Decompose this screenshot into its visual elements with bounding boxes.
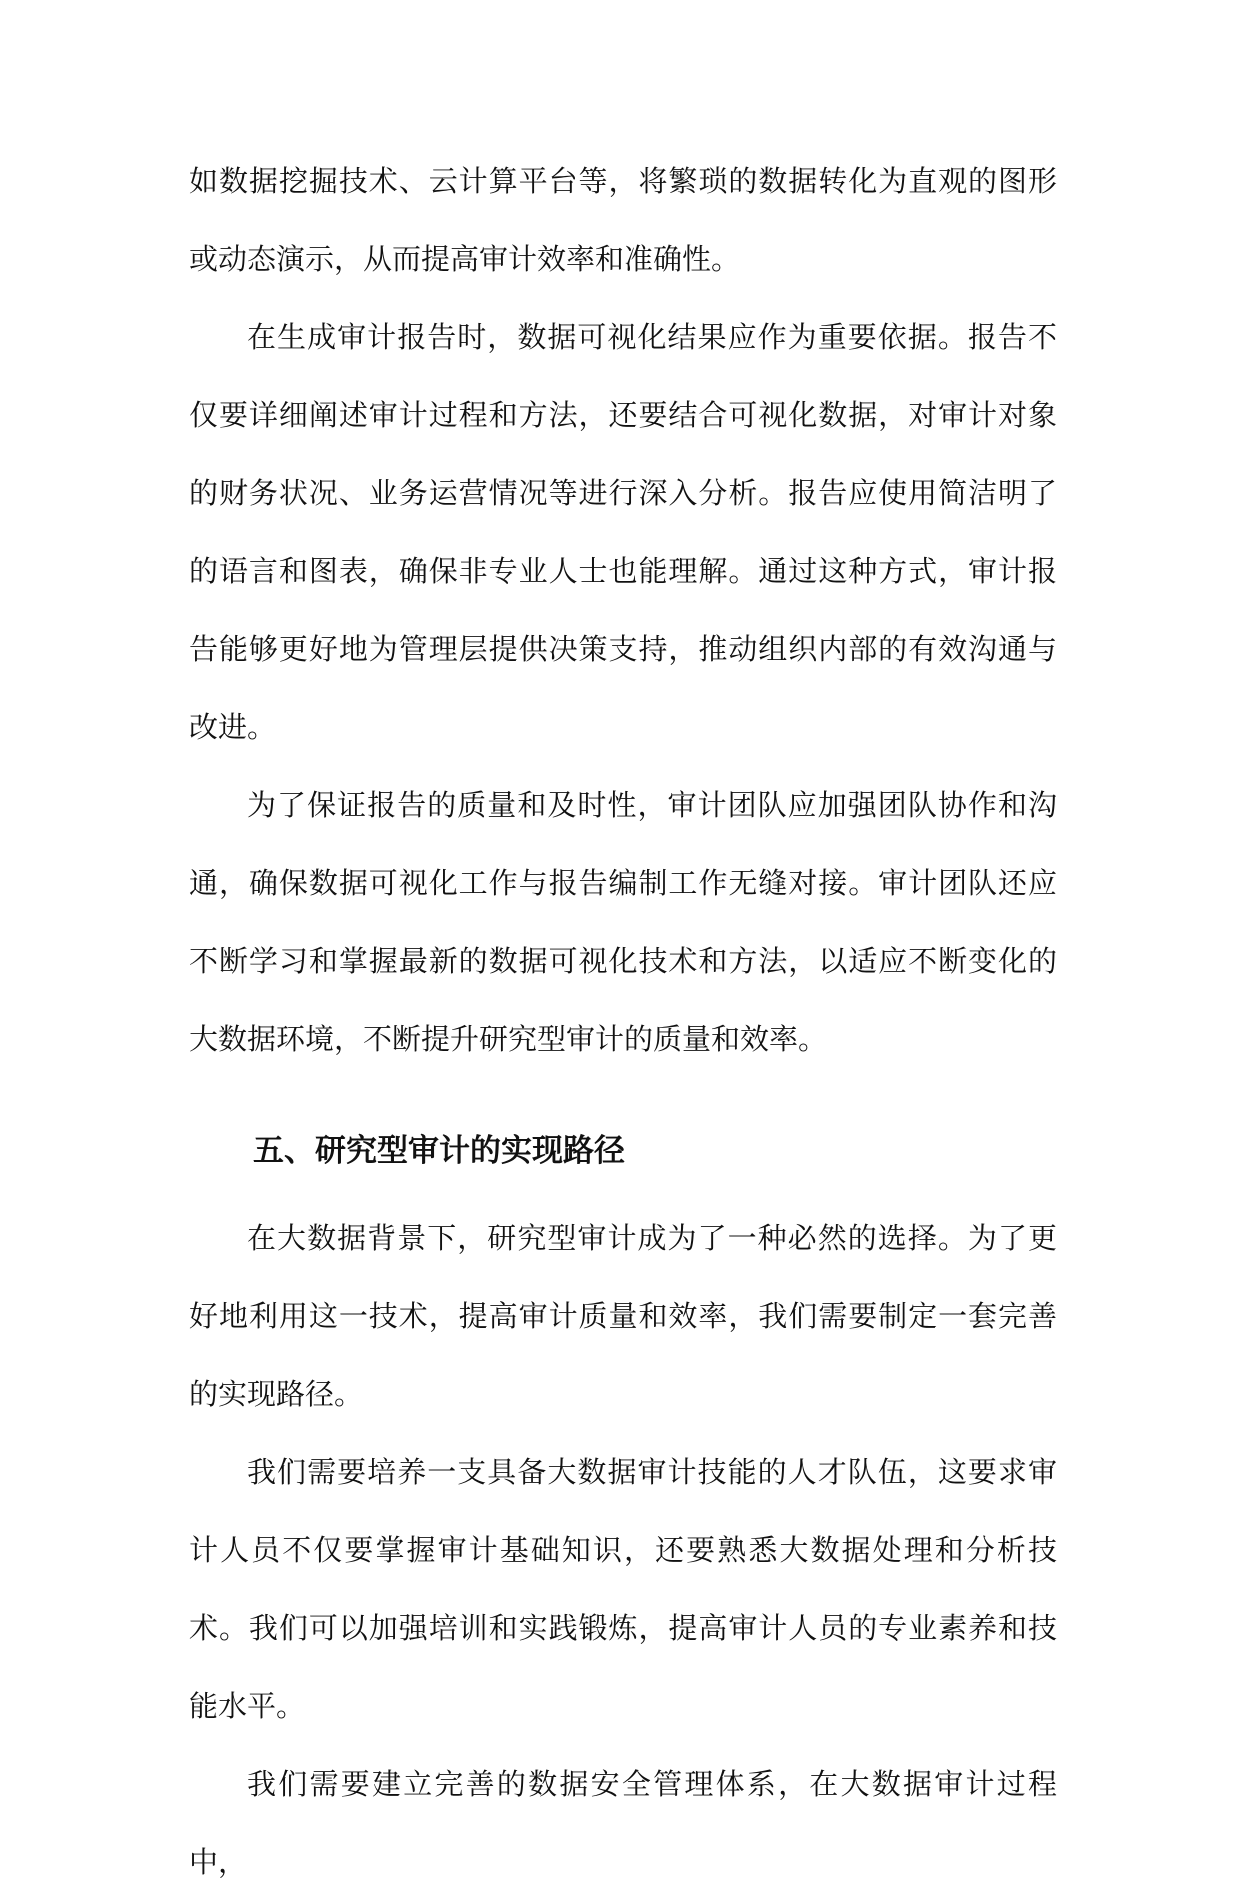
paragraph: 如数据挖掘技术、云计算平台等，将繁琐的数据转化为直观的图形或动态演示，从而提高审计效率和准确性。 [189,164,1057,276]
section-heading: 五、研究型审计的实现路径 [253,1133,625,1169]
document-body [189,142,1057,1901]
section-spacer [189,1078,1057,1100]
paragraph: 为了保证报告的质量和及时性，审计团队应加强团队协作和沟通，确保数据可视化工作与报告编制工作无缝对接。审计团队还应不断学习和掌握最新的数据可视化技术和方法，以适应不断变化的大数据环境，不断提升研究型审计的质量和效率。 [189,788,1057,1056]
paragraph: 我们需要建立完善的数据安全管理体系，在大数据审计过程中， [189,1767,1057,1879]
paragraph: 在生成审计报告时，数据可视化结果应作为重要依据。报告不仅要详细阐述审计过程和方法，还要结合可视化数据，对审计对象的财务状况、业务运营情况等进行深入分析。报告应使用简洁明了的语言和图表，确保非专业人士也能理解。通过这种方式，审计报告能够更好地为管理层提供决策支持，推动组织内部的有效沟通与改进。 [189,320,1057,744]
paragraph: 在大数据背景下，研究型审计成为了一种必然的选择。为了更好地利用这一技术，提高审计质量和效率，我们需要制定一套完善的实现路径。 [189,1221,1057,1411]
paragraph: 我们需要培养一支具备大数据审计技能的人才队伍，这要求审计人员不仅要掌握审计基础知识，还要熟悉大数据处理和分析技术。我们可以加强培训和实践锻炼，提高审计人员的专业素养和技能水平。 [189,1455,1057,1723]
